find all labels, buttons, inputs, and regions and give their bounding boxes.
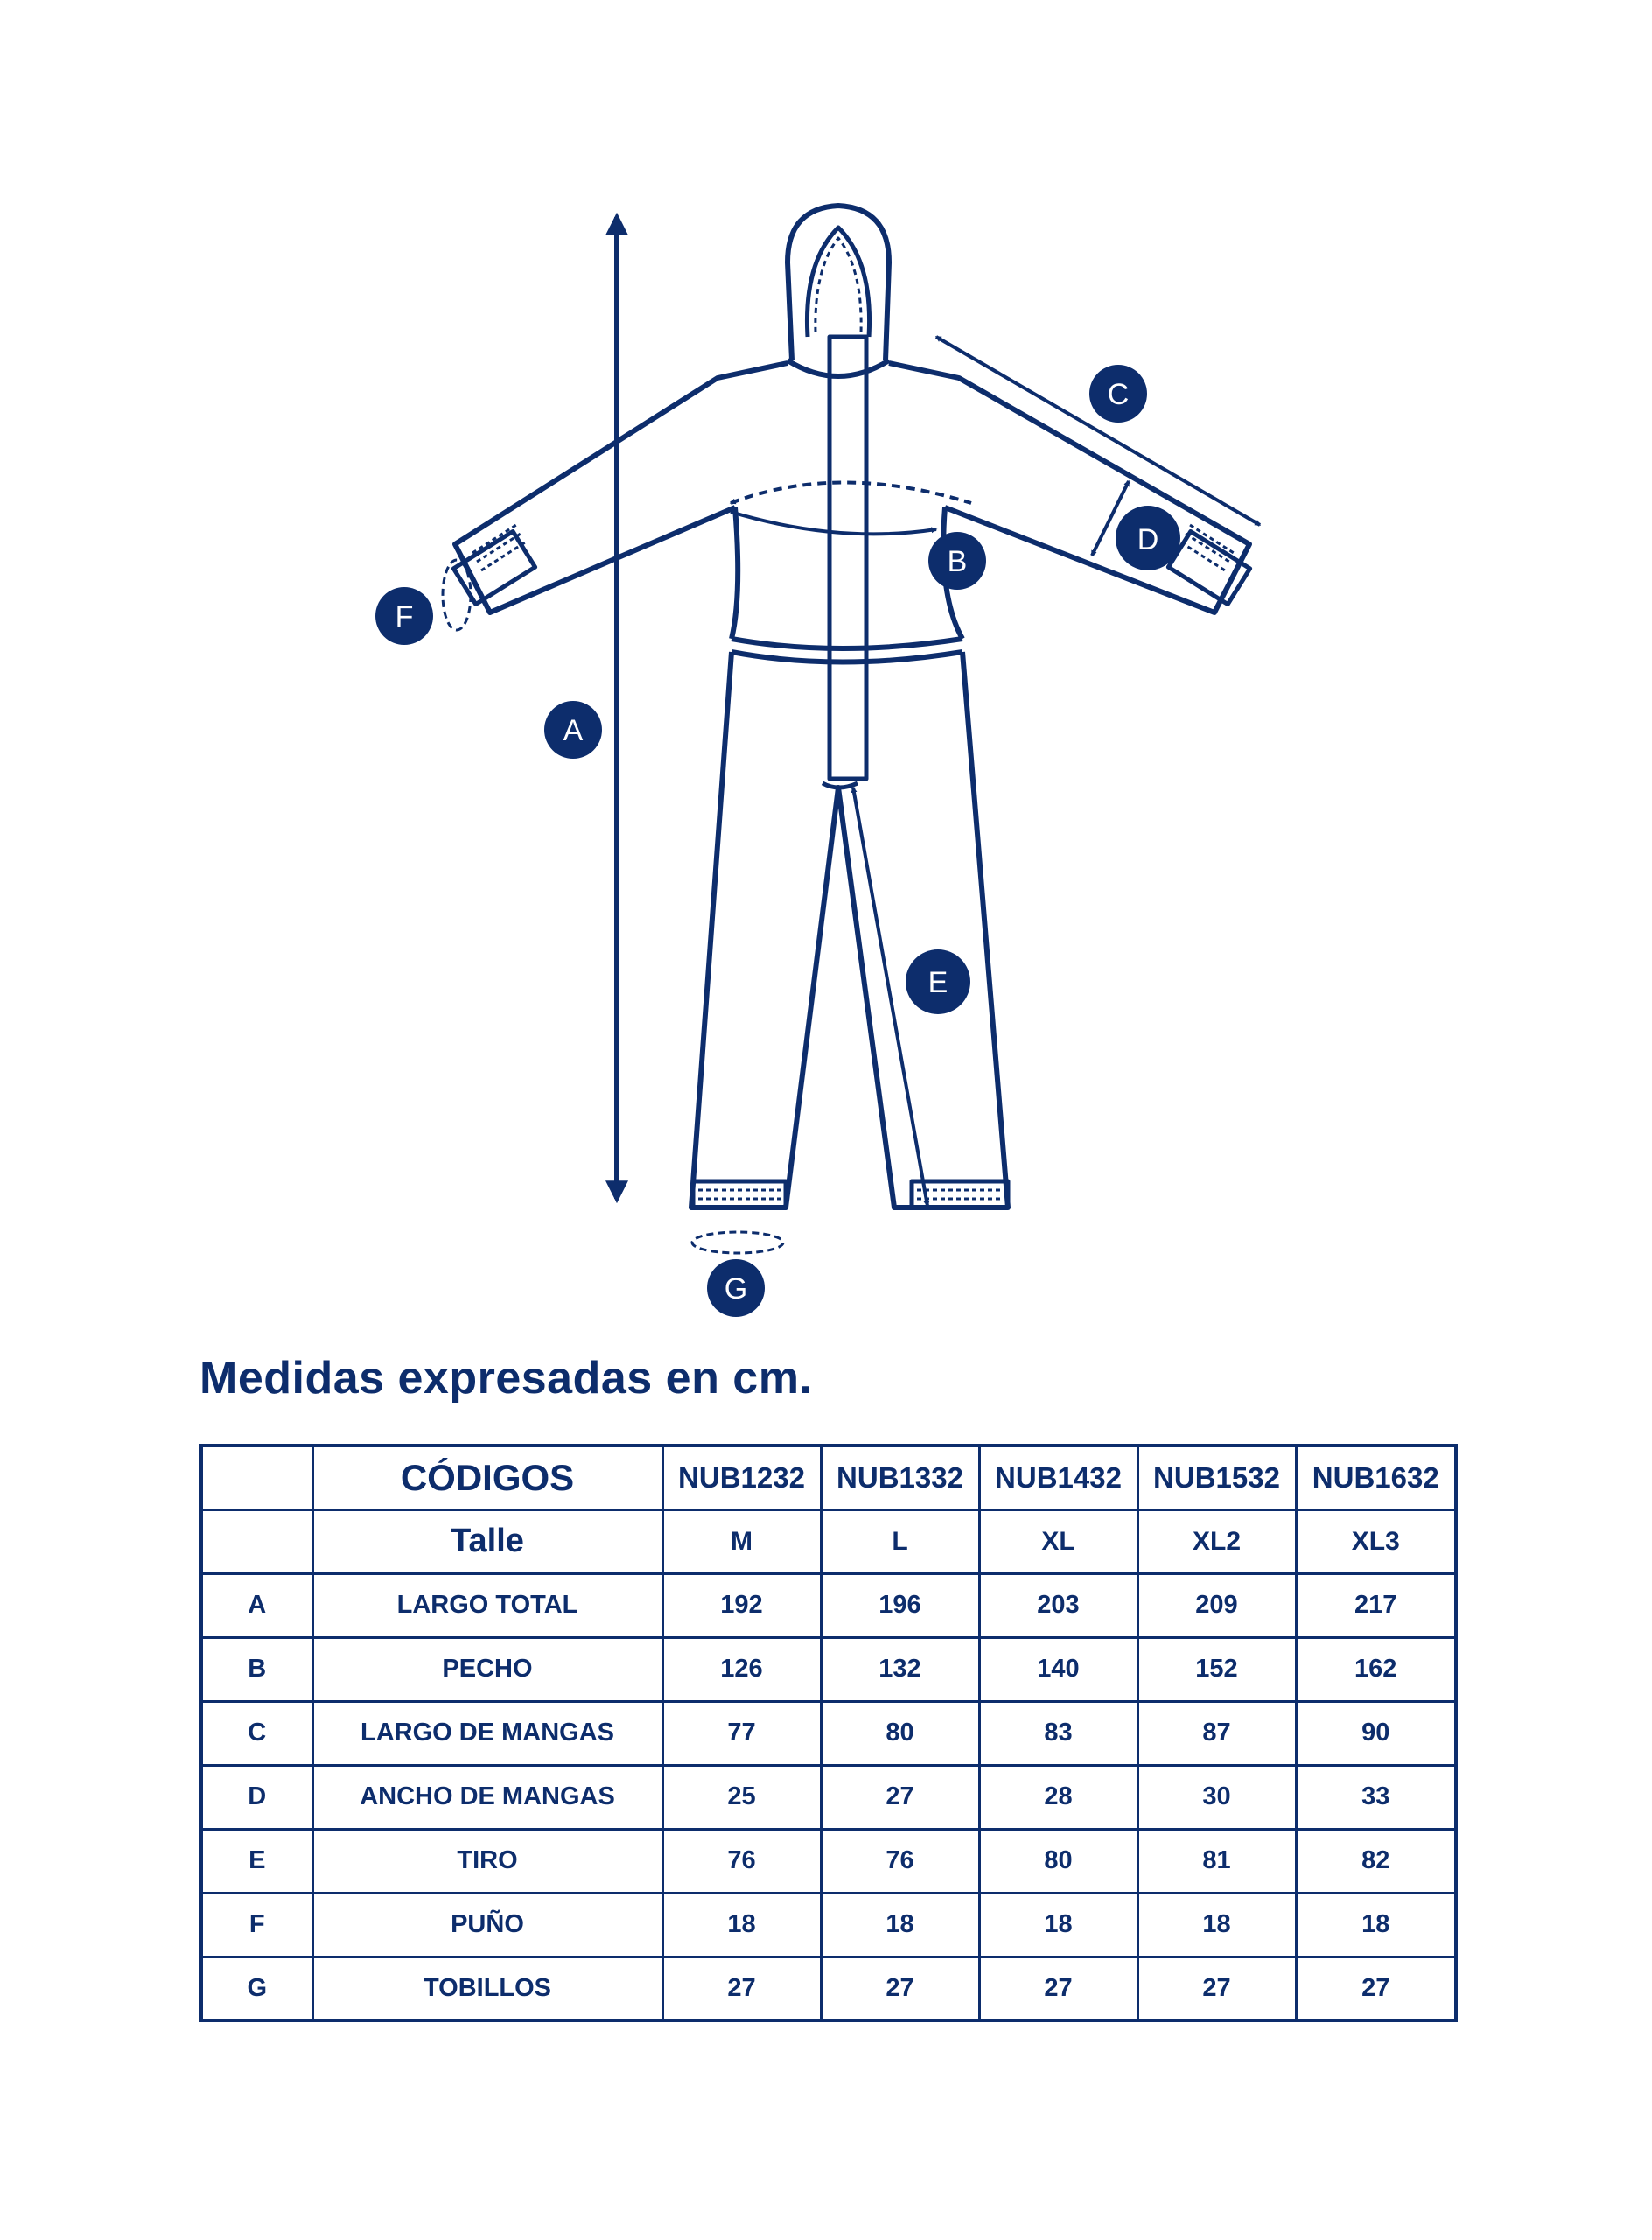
- left-cuff-dashes: [472, 525, 525, 570]
- table-row: [201, 1829, 1456, 1893]
- value-cell: 192: [662, 1573, 821, 1637]
- arrow-b-back: [731, 483, 971, 504]
- measure-letter: C: [201, 1701, 312, 1765]
- codes-label: CÓDIGOS: [312, 1446, 662, 1509]
- code-cell: NUB1332: [821, 1446, 979, 1509]
- label-f: F: [395, 600, 414, 634]
- value-cell: 76: [821, 1829, 979, 1893]
- code-cell: NUB1532: [1138, 1446, 1296, 1509]
- value-cell: 132: [821, 1637, 979, 1701]
- size-cell: L: [821, 1509, 979, 1573]
- value-cell: 33: [1296, 1765, 1456, 1829]
- measure-letter: B: [201, 1637, 312, 1701]
- arrow-b-front: [731, 512, 936, 534]
- size-cell: XL3: [1296, 1509, 1456, 1573]
- label-g-badge: [707, 1259, 765, 1317]
- waist-band-top: [732, 639, 962, 648]
- size-cell: XL2: [1138, 1509, 1296, 1573]
- measure-name: PUÑO: [312, 1893, 662, 1956]
- value-cell: 28: [979, 1765, 1138, 1829]
- value-cell: 27: [662, 1956, 821, 2020]
- collar: [788, 360, 889, 376]
- codes-row: [201, 1446, 1456, 1509]
- measure-letter: D: [201, 1765, 312, 1829]
- label-c: C: [1107, 378, 1130, 411]
- waist-band-bottom: [732, 652, 962, 662]
- value-cell: 27: [1296, 1956, 1456, 2020]
- torso-left: [732, 508, 738, 639]
- code-cell: NUB1432: [979, 1446, 1138, 1509]
- label-d: D: [1137, 523, 1159, 556]
- value-cell: 18: [979, 1893, 1138, 1956]
- measure-name: LARGO TOTAL: [312, 1573, 662, 1637]
- label-e: E: [928, 966, 948, 999]
- value-cell: 77: [662, 1701, 821, 1765]
- crotch: [822, 783, 858, 788]
- value-cell: 18: [662, 1893, 821, 1956]
- value-cell: 83: [979, 1701, 1138, 1765]
- label-d-badge: [1116, 506, 1180, 570]
- value-cell: 18: [1138, 1893, 1296, 1956]
- label-b-badge: [928, 532, 986, 590]
- size-cell: XL: [979, 1509, 1138, 1573]
- measure-letter: A: [201, 1573, 312, 1637]
- page-title: Medidas expresadas en cm.: [200, 1353, 813, 1404]
- measure-name: TIRO: [312, 1829, 662, 1893]
- value-cell: 126: [662, 1637, 821, 1701]
- measure-name: LARGO DE MANGAS: [312, 1701, 662, 1765]
- measure-name: TOBILLOS: [312, 1956, 662, 2020]
- left-leg: [691, 652, 1008, 1208]
- value-cell: 217: [1296, 1573, 1456, 1637]
- value-cell: 82: [1296, 1829, 1456, 1893]
- table-row: [201, 1573, 1456, 1637]
- value-cell: 203: [979, 1573, 1138, 1637]
- measure-name: ANCHO DE MANGAS: [312, 1765, 662, 1829]
- measure-letter: E: [201, 1829, 312, 1893]
- table-row: [201, 1637, 1456, 1701]
- measure-letter: G: [201, 1956, 312, 2020]
- table-row: [201, 1893, 1456, 1956]
- value-cell: 140: [979, 1637, 1138, 1701]
- label-f-badge: [375, 587, 433, 645]
- code-cell: NUB1232: [662, 1446, 821, 1509]
- value-cell: 18: [1296, 1893, 1456, 1956]
- label-a-badge: [544, 701, 602, 759]
- size-cell: M: [662, 1509, 821, 1573]
- table-row: [201, 1956, 1456, 2020]
- value-cell: 27: [821, 1956, 979, 2020]
- right-ankle-dashes: [917, 1190, 1003, 1199]
- table-row: [201, 1765, 1456, 1829]
- measurement-labels: [375, 365, 1180, 1317]
- size-chart-table: [200, 1444, 1458, 2022]
- code-cell: NUB1632: [1296, 1446, 1456, 1509]
- value-cell: 152: [1138, 1637, 1296, 1701]
- label-b: B: [947, 545, 968, 578]
- label-c-badge: [1089, 365, 1147, 423]
- measure-name: PECHO: [312, 1637, 662, 1701]
- label-a: A: [563, 714, 584, 747]
- value-cell: 27: [1138, 1956, 1296, 2020]
- value-cell: 80: [979, 1829, 1138, 1893]
- value-cell: 30: [1138, 1765, 1296, 1829]
- value-cell: 162: [1296, 1637, 1456, 1701]
- value-cell: 196: [821, 1573, 979, 1637]
- value-cell: 27: [821, 1765, 979, 1829]
- value-cell: 90: [1296, 1701, 1456, 1765]
- empty-corner-cell: [201, 1509, 312, 1573]
- value-cell: 87: [1138, 1701, 1296, 1765]
- label-e-badge: [906, 949, 970, 1014]
- value-cell: 27: [979, 1956, 1138, 2020]
- arrow-c: [936, 337, 1260, 525]
- zipper-placket: [830, 337, 866, 779]
- empty-corner-cell: [201, 1446, 312, 1509]
- value-cell: 81: [1138, 1829, 1296, 1893]
- size-label: Talle: [312, 1509, 662, 1573]
- value-cell: 76: [662, 1829, 821, 1893]
- value-cell: 18: [821, 1893, 979, 1956]
- label-g: G: [724, 1272, 748, 1306]
- left-ankle-cuff: [693, 1181, 786, 1208]
- value-cell: 209: [1138, 1573, 1296, 1637]
- arrow-g: [692, 1232, 783, 1253]
- table-row: [201, 1701, 1456, 1765]
- value-cell: 25: [662, 1765, 821, 1829]
- size-row: [201, 1509, 1456, 1573]
- measure-letter: F: [201, 1893, 312, 1956]
- value-cell: 80: [821, 1701, 979, 1765]
- left-ankle-dashes: [698, 1190, 780, 1199]
